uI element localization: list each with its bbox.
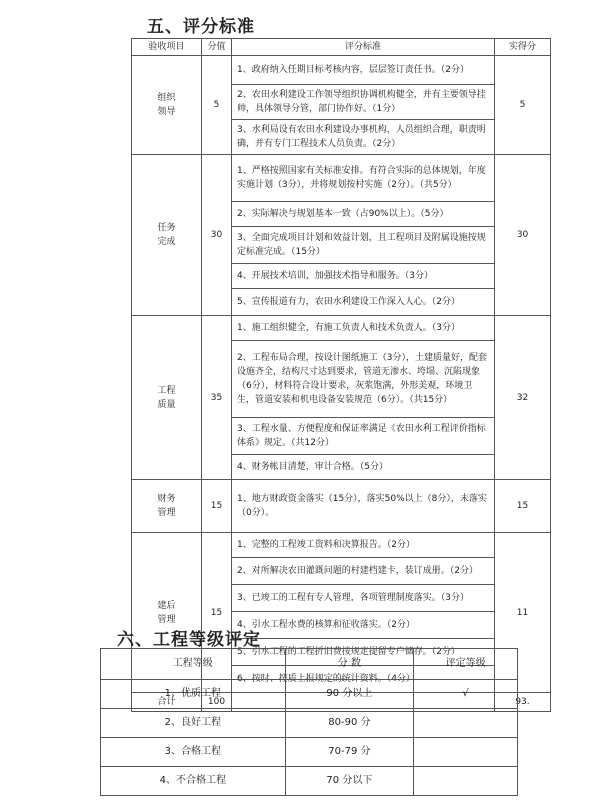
score-cell: 5: [202, 56, 232, 155]
grade-row: [101, 767, 518, 796]
item-cell: 组织 领导: [132, 56, 202, 155]
grade-header-score: 分 数: [285, 649, 414, 680]
section5-title: 五、评分标准: [147, 17, 255, 37]
criteria-cell: 1、政府纳入任期目标考核内容，层层签订责任书。（2分）: [232, 56, 495, 85]
grade-cell: 1、优质工程: [101, 680, 286, 709]
section6-title: 六、工程等级评定: [117, 630, 261, 650]
header-actual: 实得分: [495, 39, 551, 56]
rating-cell: [414, 767, 518, 796]
grade-table: [100, 648, 518, 796]
criteria-cell: 5、引水工程的工程折旧费按规定提留专户储存。（2分）: [232, 639, 495, 666]
grade-cell: 4、不合格工程: [101, 767, 286, 796]
table-row: [132, 533, 551, 558]
item-cell: 财务 管理: [132, 480, 202, 533]
item-cell: 任务 完成: [132, 155, 202, 316]
item-cell: 工程 质量: [132, 316, 202, 480]
criteria-cell: 3、全面完成项目计划和效益计划，且工程项目及附属设施按规定标准完成。（15分）: [232, 227, 495, 264]
score-cell: 30: [202, 155, 232, 316]
criteria-cell: 1、施工组织健全，有施工负责人和技术负责人。（3分）: [232, 316, 495, 341]
grade-header-rating: 评定等级: [414, 649, 518, 680]
score-cell: 35: [202, 316, 232, 480]
criteria-cell: 1、完整的工程竣工资料和决算报告。（2分）: [232, 533, 495, 558]
rating-cell: √: [414, 680, 518, 709]
criteria-cell: 1、地方财政资金落实（15分），落实50%以上（8分），未落实（0分）。: [232, 480, 495, 533]
table-row: [132, 56, 551, 85]
criteria-cell: 1、严格按照国家有关标准安排。有符合实际的总体规划，年度实施计划（3分），并将规划按村实施（2分）。（共5分）: [232, 155, 495, 202]
criteria-cell: 4、引水工程水费的核算和征收落实。（2分）: [232, 612, 495, 639]
total-label-cell: 合计: [132, 693, 202, 712]
grade-score-cell: 70-79 分: [285, 738, 414, 767]
grade-cell: 2、良好工程: [101, 709, 286, 738]
grade-row: [101, 709, 518, 738]
grade-cell: 3、合格工程: [101, 738, 286, 767]
criteria-cell: 2、农田水利建设工作领导组织协调机构健全，并有主要领导挂帅，具体领导分管，部门协作好。（1分）: [232, 85, 495, 120]
score-cell: 15: [202, 533, 232, 693]
grade-header-row: [101, 649, 518, 680]
criteria-cell: 4、开展技术培训，加强技术指导和服务。（3分）: [232, 264, 495, 289]
rating-cell: [414, 709, 518, 738]
grade-score-cell: 80-90 分: [285, 709, 414, 738]
criteria-cell: 3、工程水量、方便程度和保证率满足《农田水利工程评价指标体系》规定。（共12分）: [232, 418, 495, 455]
header-score: 分值: [202, 39, 232, 56]
criteria-cell: 4、财务帐目清楚，审计合格。（5分）: [232, 455, 495, 480]
table-header-row: [132, 39, 551, 56]
table-row: [132, 480, 551, 533]
scoring-standard-table: [131, 38, 551, 712]
criteria-cell: 2、对所解决农田灌溉问题的村建档建卡，装订成册。（2分）: [232, 558, 495, 585]
criteria-cell: 2、实际解决与规划基本一致（占90%以上）。（5分）: [232, 202, 495, 227]
criteria-cell: 6、按时、按质上报规定的统计资料。（4分）: [232, 666, 495, 693]
grade-row: [101, 680, 518, 709]
criteria-cell: 3、水利局设有农田水利建设办事机构，人员组织合理，职责明确，并有专门工程技术人员负责。（2分）: [232, 120, 495, 155]
header-criteria: 评分标准: [232, 39, 495, 56]
total-score-cell: 100: [202, 693, 232, 712]
table-row: [132, 316, 551, 341]
grade-score-cell: 70 分以下: [285, 767, 414, 796]
criteria-cell: 2、工程布局合理，按设计图纸施工（3分），土建质量好，配套设施齐全，结构尺寸达到要求，管道无渗水、垮塌、沉陷现象（6分），材料符合设计要求，灰浆饱满，外形美观，环境卫生，管道安装和机电设备安装规范（6分）。（共15分）: [232, 341, 495, 418]
actual-score-cell: 5: [495, 56, 551, 155]
grade-score-cell: 90 分以上: [285, 680, 414, 709]
header-item: 验收项目: [132, 39, 202, 56]
actual-score-cell: 11: [495, 533, 551, 693]
score-cell: 15: [202, 480, 232, 533]
criteria-cell: 3、已竣工的工程有专人管理，各项管理制度落实。（3分）: [232, 585, 495, 612]
criteria-cell: 5、宣传报道有力，农田水利建设工作深入人心。（2分）: [232, 289, 495, 316]
grade-header-grade: 工程等级: [101, 649, 286, 680]
actual-score-cell: 15: [495, 480, 551, 533]
rating-cell: [414, 738, 518, 767]
grade-row: [101, 738, 518, 767]
total-actual-cell: 93.: [495, 693, 551, 712]
item-cell: 建后 管理: [132, 533, 202, 693]
actual-score-cell: 30: [495, 155, 551, 316]
actual-score-cell: 32: [495, 316, 551, 480]
table-row: [132, 155, 551, 202]
